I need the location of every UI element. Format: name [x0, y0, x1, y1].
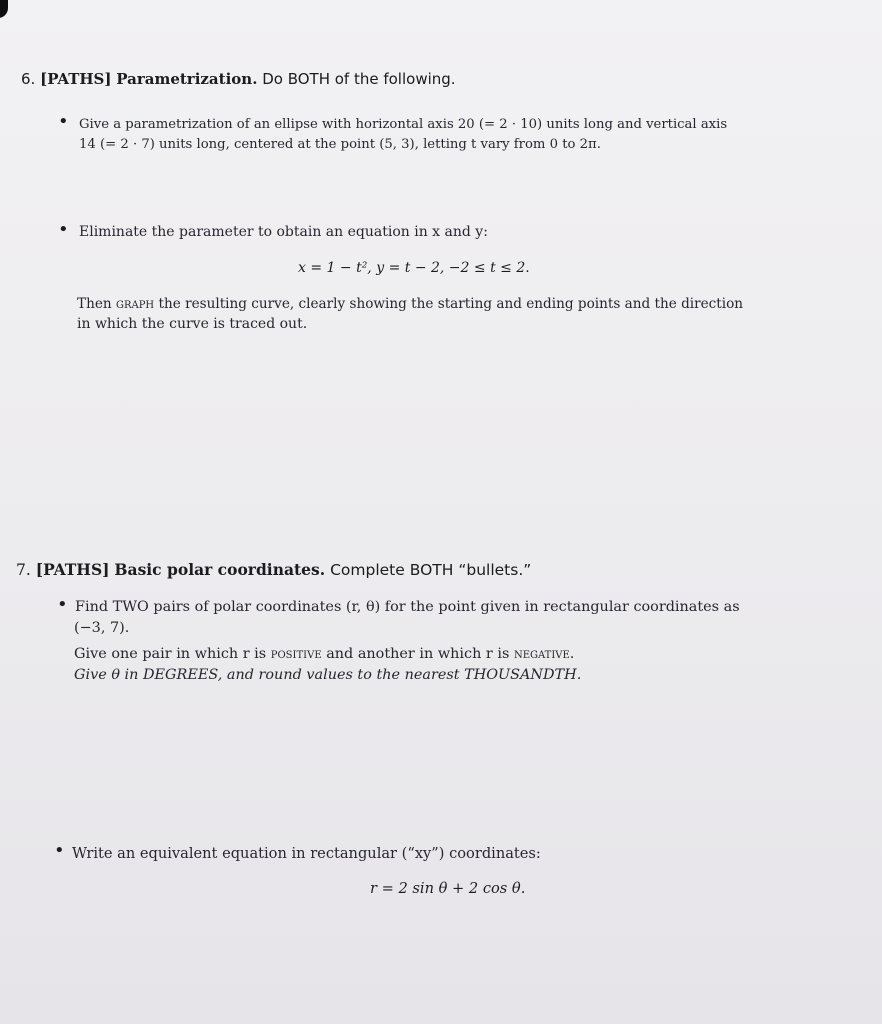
bullet-dot: • — [57, 594, 68, 615]
page-corner-shadow — [0, 0, 8, 18]
problem-6-bullet-1-line-1: Give a parametrization of an ellipse with horizontal axis 20 (= 2 · 10) units long and vertical axis — [79, 117, 728, 132]
problem-6-tag: [PATHS] — [40, 70, 112, 88]
graph-keyword: graph — [115, 296, 155, 312]
positive-keyword: positive — [270, 646, 322, 662]
and-another-text: and another in which r is — [326, 646, 510, 662]
problem-7-polar-equation: r = 2 sin θ + 2 cos θ. — [370, 880, 526, 897]
give-one-pair-text: Give one pair in which r is — [74, 646, 267, 662]
problem-6-bullet-2-then-line-2: in which the curve is traced out. — [77, 316, 308, 332]
problem-6-parametric-equation: x = 1 − t², y = t − 2, −2 ≤ t ≤ 2. — [298, 260, 530, 276]
bullet-dot: • — [58, 219, 69, 240]
then-line-rest: the resulting curve, clearly showing the starting and ending points and the direction — [158, 296, 744, 312]
problem-7-bullet-1-line-1: Find TWO pairs of polar coordinates (r, θ) for the point given in rectangular coordinates as — [75, 599, 740, 615]
problem-7-tag: [PATHS] — [35, 560, 110, 579]
problem-7-header — [16, 560, 531, 579]
bullet-dot: • — [58, 111, 69, 132]
problem-6-number: 6. — [21, 70, 36, 88]
bullet-dot: • — [54, 840, 65, 861]
problem-7-bullet-2-line-1: Write an equivalent equation in rectangular (“xy”) coordinates: — [72, 845, 541, 862]
then-word: Then — [77, 296, 112, 312]
problem-6-bullet-1-line-2: 14 (= 2 · 7) units long, centered at the point (5, 3), letting t vary from 0 to 2π. — [79, 137, 601, 152]
problem-7-bullet-1-line-2: (−3, 7). — [74, 620, 130, 636]
problem-6-bullet-2-line-1: Eliminate the parameter to obtain an equation in x and y: — [79, 224, 488, 240]
problem-6-bullet-2-then-line-1 — [77, 295, 743, 314]
problem-6-instruction: Do BOTH of the following. — [262, 70, 456, 88]
problem-7-title: Basic polar coordinates. — [114, 560, 326, 579]
problem-7-bullet-1-line-3 — [74, 645, 574, 664]
problem-6-header — [21, 70, 456, 88]
problem-7-instruction: Complete BOTH “bullets.” — [330, 561, 532, 579]
problem-6-title: Parametrization. — [116, 70, 258, 88]
problem-7-bullet-1-line-4: Give θ in DEGREES, and round values to the nearest THOUSANDTH. — [74, 667, 582, 683]
problem-7-number: 7. — [16, 561, 31, 579]
negative-keyword: negative. — [513, 646, 575, 662]
